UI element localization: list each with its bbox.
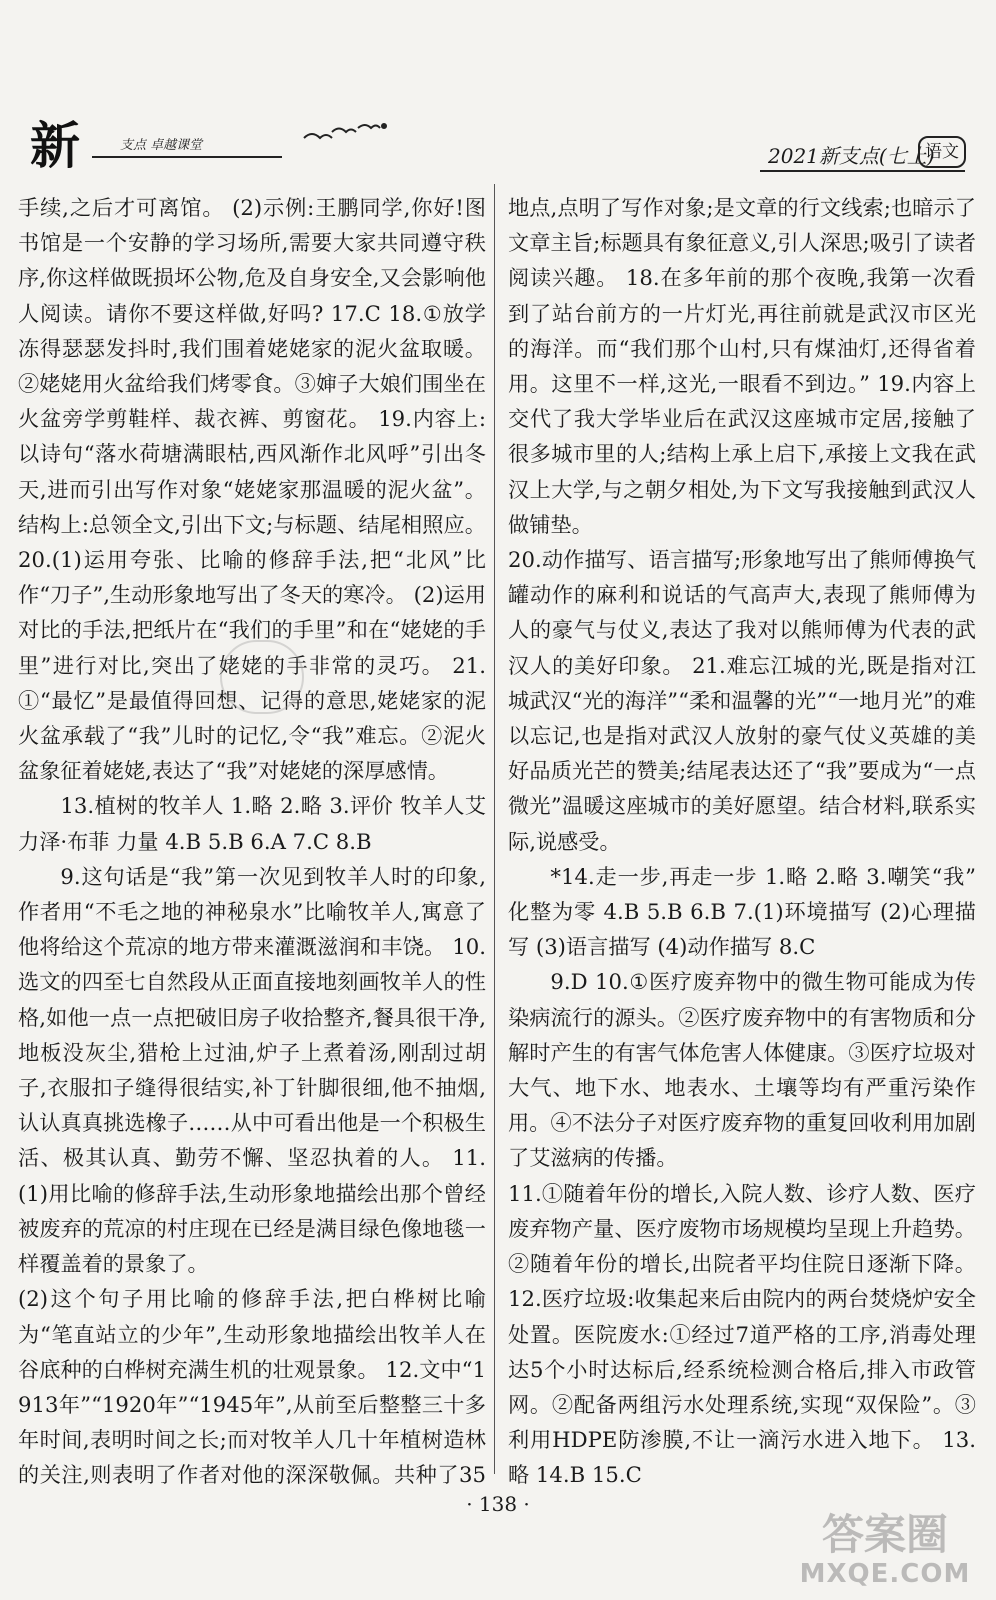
homework-stamp-icon xyxy=(220,640,304,714)
answer-paragraph: 9.这句话是“我”第一次见到牧羊人时的印象,作者用“不毛之地的神秘泉水”比喻牧羊人,寓意了他将给这个荒凉的地方带来灌溉滋润和丰饶。 10.选文的四至七自然段从正面直接地刻画牧羊人的性格,如他一点一点把破旧房子收拾整齐,餐具很干净,地板没灰尘,猎枪上过油,炉子上煮着汤,刚刮过胡子,衣服扣子缝得很结实,补丁针脚很细,他不抽烟,认认真真挑选橡子……从中可看出他是一个积极生活、极其认真、勤劳不懈、坚忍执着的人。 11.(1)用比喻的修辞手法,生动形象地描绘出那个曾经被废弃的荒凉的村庄现在已经是满目绿色像地毯一样覆盖着的景象了。 xyxy=(18,863,486,1277)
birds-decoration-icon xyxy=(302,118,392,148)
page-header xyxy=(0,0,996,180)
header-rule-left xyxy=(92,156,282,158)
series-slogan: 支点 卓越课堂 xyxy=(120,138,203,153)
answer-column-right xyxy=(508,190,976,1490)
answer-paragraph: 20.动作描写、语言描写;形象地写出了熊师傅换气罐动作的麻利和说话的气高声大,表现了熊师傅为人的豪气与仗义,表达了我对以熊师傅为代表的武汉人的美好印象。 21.难忘江城的光,既是指对江城武汉“光的海洋”“柔和温馨的光”“一地月光”的难以忘记,也是指对武汉人放射的豪气仗义英雄的美好品质光芒的赞美;结尾表达还了“我”要成为“一点微光”温暖这座城市的美好愿望。结合材料,联系实际,说感受。 xyxy=(508,547,976,854)
answer-paragraph: 9.D 10.①医疗废弃物中的微生物可能成为传染病流行的源头。②医疗废弃物中的有害物质和分解时产生的有害气体危害人体健康。③医疗垃圾对大气、地下水、地表水、土壤等均有严重污染作用。④不法分子对医疗废弃物的重复回收利用加剧了艾滋病的传播。 xyxy=(508,969,976,1171)
series-logo: 新 xyxy=(30,116,78,175)
answer-paragraph: 手续,之后才可离馆。 (2)示例:王鹏同学,你好!图书馆是一个安静的学习场所,需要大家共同遵守秩序,你这样做既损坏公物,危及自身安全,又会影响他人阅读。请你不要这样做,好吗? 17.C 18.①放学冻得瑟瑟发抖时,我们围着姥姥家的泥火盆取暖。②姥姥用火盆给我们烤零食。③婶子大娘们围坐在火盆旁学剪鞋样、裁衣裤、剪窗花。 19.内容上:以诗句“落水荷塘满眼枯,西风渐作北风呼”引出冬天,进而引出写作对象“姥姥家那温暖的泥火盆”。结构上:总领全文,引出下文;与标题、结尾相照应。 20.(1)运用夸张、比喻的修辞手法,把“北风”比作“刀子”,生动形象地写出了冬天的寒冷。 (2)运用对比的手法,把纸片在“我们的手里”和在“姥姥的手里”进行对比,突出了姥姥的手非常的灵巧。 21.①“最忆”是最值得回想、记得的意思,姥姥家的泥火盆承载了“我”儿时的记忆,令“我”难忘。②泥火盆象征着姥姥,表达了“我”对姥姥的深厚感情。 xyxy=(18,195,486,784)
answer-paragraph: *14.走一步,再走一步 1.略 2.略 3.嘲笑“我” 化整为零 4.B 5.B 6.B 7.(1)环境描写 (2)心理描写 (3)语言描写 (4)动作描写 8.C xyxy=(508,863,976,960)
answer-paragraph: 11.①随着年份的增长,入院人数、诊疗人数、医疗废弃物产量、医疗废物市场规模均呈现上升趋势。②随着年份的增长,出院者平均住院日逐渐下降。 12.医疗垃圾:收集起来后由院内的两台焚烧炉安全处置。医院废水:①经过7道严格的工序,消毒处理达5个小时达标后,经系统检测合格后,排入市政管网。②配备两组污水处理系统,实现“双保险”。③利用HDPE防渗膜,不让一滴污水进入地下。 13.略 14.B 15.C xyxy=(508,1180,976,1488)
watermark-logo-text: 答案圈 xyxy=(821,1510,948,1559)
answer-paragraph: (2)这个句子用比喻的修辞手法,把白桦树比喻为“笔直站立的少年”,生动形象地描绘出牧羊人在谷底种的白桦树充满生机的壮观景象。 12.文中“1913年”“1920年”“1945年”,从前至后整整三十多年时间,表明时间之长;而对牧羊人几十年植树造林的关注,则表明了作者对他的深深敬佩。共种了35 xyxy=(18,1286,486,1488)
answer-column-left xyxy=(18,190,486,1490)
answer-paragraph: 13.植树的牧羊人 1.略 2.略 3.评价 牧羊人艾力泽·布菲 力量 4.B 5.B 6.A 7.C 8.B xyxy=(18,793,486,854)
answer-paragraph: 地点,点明了写作对象;是文章的行文线索;也暗示了文章主旨;标题具有象征意义,引人深思;吸引了读者阅读兴趣。 18.在多年前的那个夜晚,我第一次看到了站台前方的一片灯光,再往前就是武汉市区光的海洋。而“我们那个山村,只有煤油灯,还得省着用。这里不一样,这光,一眼看不到边。” 19.内容上交代了我大学毕业后在武汉这座城市定居,接触了很多城市里的人;结构上承上启下,承接上文我在武汉上大学,与之朝夕相处,为下文写我接触到武汉人做铺垫。 xyxy=(508,195,976,537)
book-title: 2021新支点(七上) xyxy=(768,144,935,168)
site-watermark xyxy=(790,1510,980,1590)
subject-badge: 语文 xyxy=(918,136,966,168)
column-divider xyxy=(494,184,495,1474)
header-rule-right xyxy=(760,170,965,172)
watermark-url: MXQE.COM xyxy=(799,1559,971,1589)
page-number: · 138 · xyxy=(466,1492,530,1516)
